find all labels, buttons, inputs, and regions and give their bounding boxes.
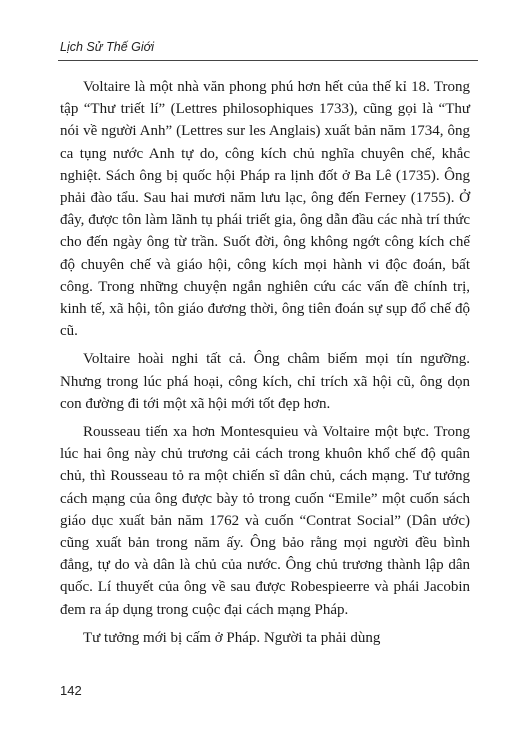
page-number: 142 — [60, 683, 82, 698]
paragraph-voltaire: Voltaire là một nhà văn phong phú hơn hết của thế kỉ 18. Trong tập “Thư triết lí” (Lettres philosophiques 1733), cũng gọi là “Thư nói về người Anh” (Lettres sur les Anglais) xuất bản năm 1734, ông ca tụng nước Anh tự do, công kích chủ nghĩa chuyên chế, khắc nghiệt. Sách ông bị quốc hội Pháp ra lịnh đốt ở Ba Lê (1735). Ông phải đào tẩu. Sau hai mươi năm lưu lạc, ông đến Ferney (1755). Ở đây, được tôn làm lãnh tụ phái triết gia, ông dẫn đầu các nhà trí thức cho đến ngày ông từ trần. Suốt đời, ông không ngớt công kích chế độ chuyên chế và giáo hội, công kích mọi hành vi độc đoán, bất công. Trong những chuyện ngắn nghiên cứu các vấn đề chính trị, kinh tế, xã hội, tôn giáo đương thời, ông tiên đoán sự sụp đổ chế độ cũ. — [60, 79, 470, 340]
paragraph-voltaire-skepticism: Voltaire hoài nghi tất cả. Ông châm biếm mọi tín ngưỡng. Nhưng trong lúc phá hoại, công kích, chỉ trích xã hội cũ, ông dọn con đường đi tới một xã hội mới tốt đẹp hơn. — [60, 351, 470, 412]
header-rule — [58, 60, 478, 61]
body-text — [60, 76, 470, 655]
paragraph-rousseau: Rousseau tiến xa hơn Montesquieu và Voltaire một bực. Trong lúc hai ông này chủ trương cải cách trong khuôn khổ chế độ quân chủ, thì Rousseau tỏ ra một chiến sĩ dân chủ, cách mạng. Tư tưởng cách mạng của ông được bày tỏ trong cuốn “Emile” một cuốn sách giáo dục xuất bản năm 1762 và cuốn “Contrat Social” (Dân ước) cũng xuất bản trong năm ấy. Ông bảo rằng mọi người đều bình đẳng, tự do và dân là chủ của nước. Ông chủ trương thành lập dân quốc. Lí thuyết của ông về sau được Robespieerre và phái Jacobin đem ra áp dụng trong cuộc đại cách mạng Pháp. — [60, 424, 470, 618]
running-header-title: Lịch Sử Thế Giới — [60, 40, 154, 54]
paragraph-new-ideas: Tư tưởng mới bị cấm ở Pháp. Người ta phải dùng — [83, 629, 381, 646]
